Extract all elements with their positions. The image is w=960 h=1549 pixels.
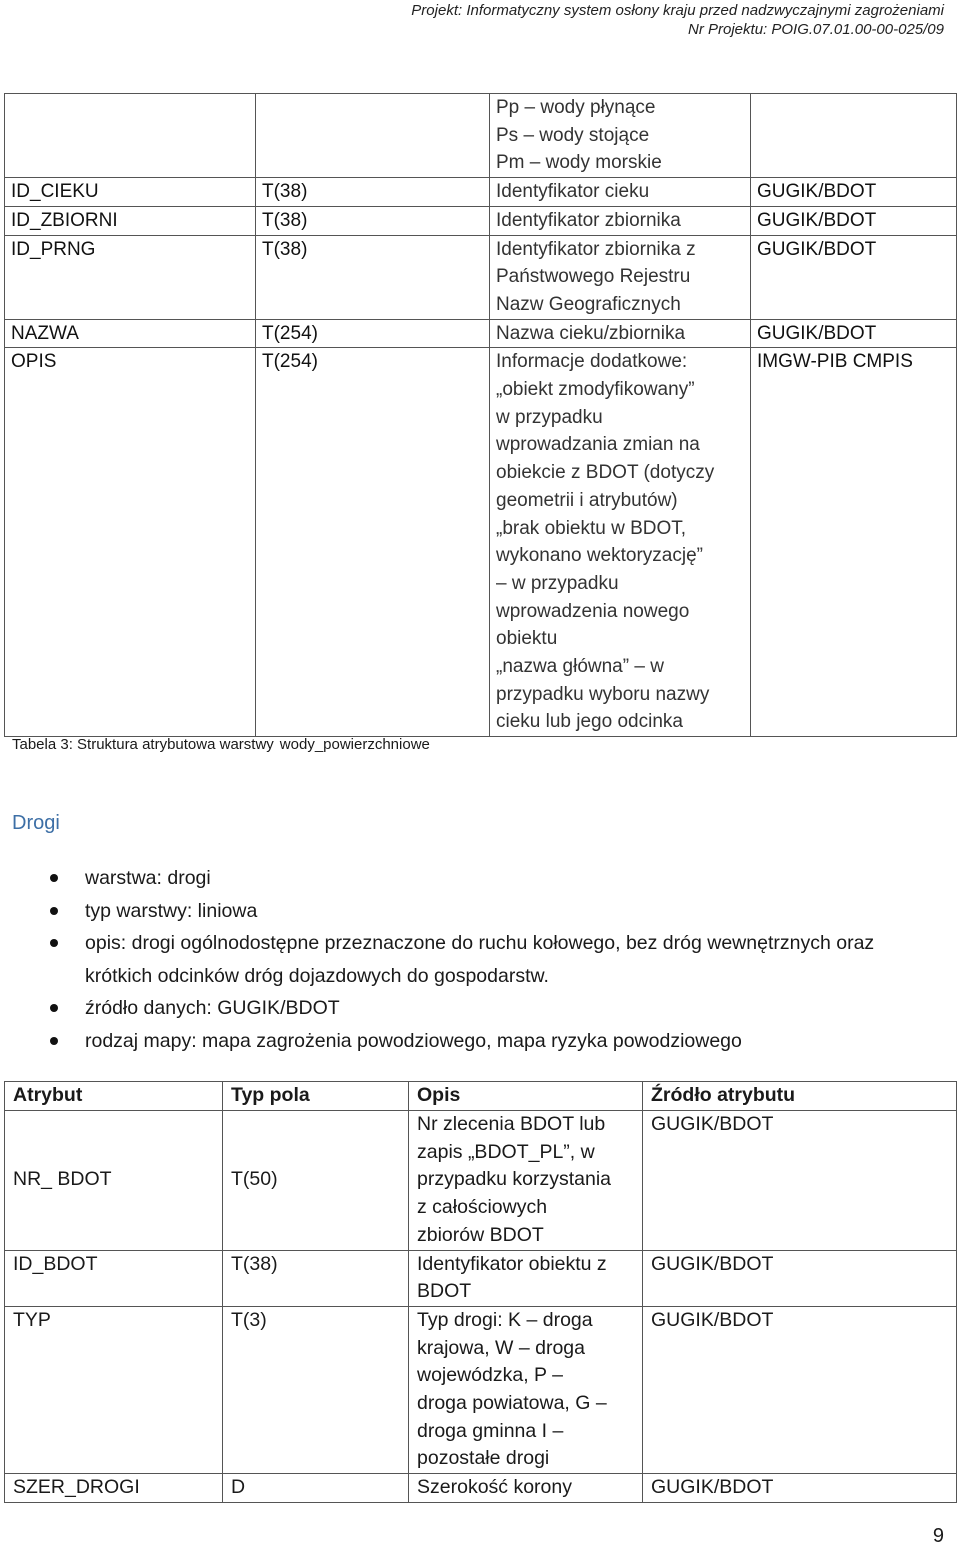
cell-line: Informacje dodatkowe: xyxy=(496,351,688,373)
cell-line: Państwowego Rejestru xyxy=(496,266,691,288)
cell-attribute: OPIS xyxy=(5,348,256,737)
cell-line: droga gminna I – xyxy=(417,1419,564,1442)
cell-line: zbiorów BDOT xyxy=(417,1223,544,1246)
bullet-icon xyxy=(50,1004,58,1012)
project-title: Projekt: Informatyczny system osłony kraju przed nadzwyczajnymi zagrożeniami xyxy=(411,2,944,19)
cell-line: Identyfikator zbiornika xyxy=(496,209,681,231)
cell-line: – w przypadku xyxy=(496,572,619,594)
cell-line: cieku lub jego odcinka xyxy=(496,711,683,733)
cell-line: Nazw Geograficznych xyxy=(496,293,681,315)
cell-line: Szerokość korony xyxy=(417,1476,572,1499)
cell-line: Nazwa cieku/zbiornika xyxy=(496,322,686,344)
bullet-icon xyxy=(50,874,58,882)
cell-line: Identyfikator cieku xyxy=(496,181,650,203)
cell-description xyxy=(490,235,751,319)
cell-description xyxy=(490,348,751,737)
bullet-text: opis: drogi ogólnodostępne przeznaczone do ruchu kołowego, bez dróg wewnętrznych oraz krótkich odcinków dróg dojazdowych do gospodarstw. xyxy=(85,932,875,987)
cell-line: Pm – wody morskie xyxy=(496,152,662,174)
cell-line: geometrii i atrybutów) xyxy=(496,489,678,511)
cell-line: przypadku wyboru nazwy xyxy=(496,683,710,705)
page-number: 9 xyxy=(932,1525,944,1547)
cell-description xyxy=(490,94,751,178)
cell-line: droga powiatowa, G – xyxy=(417,1392,607,1415)
cell-source: GUGIK/BDOT xyxy=(751,206,957,235)
cell-description xyxy=(409,1474,643,1503)
cell-type: T(3) xyxy=(223,1306,409,1473)
cell-line: wykonano wektoryzację” xyxy=(496,545,703,567)
cell-description xyxy=(409,1111,643,1251)
cell-attribute xyxy=(5,94,256,178)
table-row xyxy=(5,1306,957,1473)
caption-label: Tabela 3: Struktura atrybutowa warstwy xyxy=(12,736,274,753)
table-header-row xyxy=(5,1082,957,1111)
table-row xyxy=(5,348,957,737)
cell-line: Identyfikator obiektu z xyxy=(417,1252,607,1275)
column-header-type: Typ pola xyxy=(223,1082,409,1111)
table-row xyxy=(5,319,957,348)
cell-line: „obiekt zmodyfikowany” xyxy=(496,379,695,401)
bullet-text: typ warstwy: liniowa xyxy=(85,899,258,922)
bullet-icon xyxy=(50,939,58,947)
layer-properties-list xyxy=(40,862,940,1057)
table-row xyxy=(5,1111,957,1251)
cell-type: T(38) xyxy=(223,1250,409,1306)
cell-source: GUGIK/BDOT xyxy=(751,178,957,207)
cell-line: Ps – wody stojące xyxy=(496,124,650,146)
cell-line: „nazwa główna” – w xyxy=(496,656,664,678)
column-header-attribute: Atrybut xyxy=(5,1082,223,1111)
cell-line: „brak obiektu w BDOT, xyxy=(496,517,687,539)
cell-line: krajowa, W – droga xyxy=(417,1336,585,1359)
cell-line: wprowadzania zmian na xyxy=(496,434,700,456)
attribute-table-wody xyxy=(4,93,957,737)
cell-line: pozostałe drogi xyxy=(417,1447,550,1470)
cell-type: T(50) xyxy=(223,1111,409,1251)
cell-attribute: SZER_DROGI xyxy=(5,1474,223,1503)
cell-attribute: TYP xyxy=(5,1306,223,1473)
list-item xyxy=(40,1025,940,1058)
cell-type: T(254) xyxy=(256,319,490,348)
cell-attribute: ID_BDOT xyxy=(5,1250,223,1306)
cell-line: Nr zlecenia BDOT lub xyxy=(417,1113,606,1135)
column-header-source: Źródło atrybutu xyxy=(643,1082,957,1111)
bullet-icon xyxy=(50,907,58,915)
cell-source xyxy=(751,94,957,178)
cell-source: GUGIK/BDOT xyxy=(643,1250,957,1306)
cell-type: T(38) xyxy=(256,206,490,235)
table-row xyxy=(5,94,957,178)
bullet-icon xyxy=(50,1037,58,1045)
table-row xyxy=(5,1250,957,1306)
cell-line: Pp – wody płynące xyxy=(496,97,656,118)
cell-source: GUGIK/BDOT xyxy=(751,235,957,319)
cell-line: wojewódzka, P – xyxy=(417,1364,563,1387)
cell-line: Typ drogi: K – droga xyxy=(417,1308,593,1331)
cell-source: GUGIK/BDOT xyxy=(643,1474,957,1503)
cell-attribute: NAZWA xyxy=(5,319,256,348)
cell-attribute: NR_ BDOT xyxy=(5,1111,223,1251)
caption-layer-name: wody_powierzchniowe xyxy=(279,736,430,753)
list-item xyxy=(40,895,940,928)
bullet-text: rodzaj mapy: mapa zagrożenia powodziowego, mapa ryzyka powodziowego xyxy=(85,1029,742,1052)
cell-attribute: ID_CIEKU xyxy=(5,178,256,207)
cell-source: GUGIK/BDOT xyxy=(643,1306,957,1473)
table-row xyxy=(5,1474,957,1503)
cell-attribute: ID_ZBIORNI xyxy=(5,206,256,235)
cell-line: przypadku korzystania xyxy=(417,1168,612,1191)
section-title: Drogi xyxy=(12,812,60,834)
cell-line: z całościowych xyxy=(417,1196,548,1219)
cell-source: IMGW-PIB CMPIS xyxy=(751,348,957,737)
cell-type: T(38) xyxy=(256,178,490,207)
table-row xyxy=(5,178,957,207)
attribute-table-drogi xyxy=(4,1081,957,1503)
list-item xyxy=(40,927,940,992)
cell-type: T(38) xyxy=(256,235,490,319)
cell-type: T(254) xyxy=(256,348,490,737)
cell-description xyxy=(409,1306,643,1473)
cell-source: GUGIK/BDOT xyxy=(643,1111,957,1251)
table-row xyxy=(5,235,957,319)
cell-source: GUGIK/BDOT xyxy=(751,319,957,348)
list-item xyxy=(40,862,940,895)
bullet-text: warstwa: drogi xyxy=(85,867,211,889)
cell-description xyxy=(490,206,751,235)
cell-description xyxy=(490,178,751,207)
list-item xyxy=(40,992,940,1025)
cell-line: w przypadku xyxy=(496,406,603,428)
cell-type xyxy=(256,94,490,178)
table-caption xyxy=(12,736,430,753)
column-header-description: Opis xyxy=(409,1082,643,1111)
cell-line: Identyfikator zbiornika z xyxy=(496,238,696,260)
cell-line: obiekcie z BDOT (dotyczy xyxy=(496,462,715,484)
table-row xyxy=(5,206,957,235)
cell-description xyxy=(409,1250,643,1306)
cell-attribute: ID_PRNG xyxy=(5,235,256,319)
cell-description xyxy=(490,319,751,348)
cell-line: zapis „BDOT_PL”, w xyxy=(417,1140,595,1163)
cell-line: wprowadzenia nowego xyxy=(496,600,690,622)
bullet-text: źródło danych: GUGIK/BDOT xyxy=(85,997,340,1019)
cell-line: obiektu xyxy=(496,628,558,650)
cell-type: D xyxy=(223,1474,409,1503)
cell-line: BDOT xyxy=(417,1280,472,1303)
project-number: Nr Projektu: POIG.07.01.00-00-025/09 xyxy=(688,21,944,38)
